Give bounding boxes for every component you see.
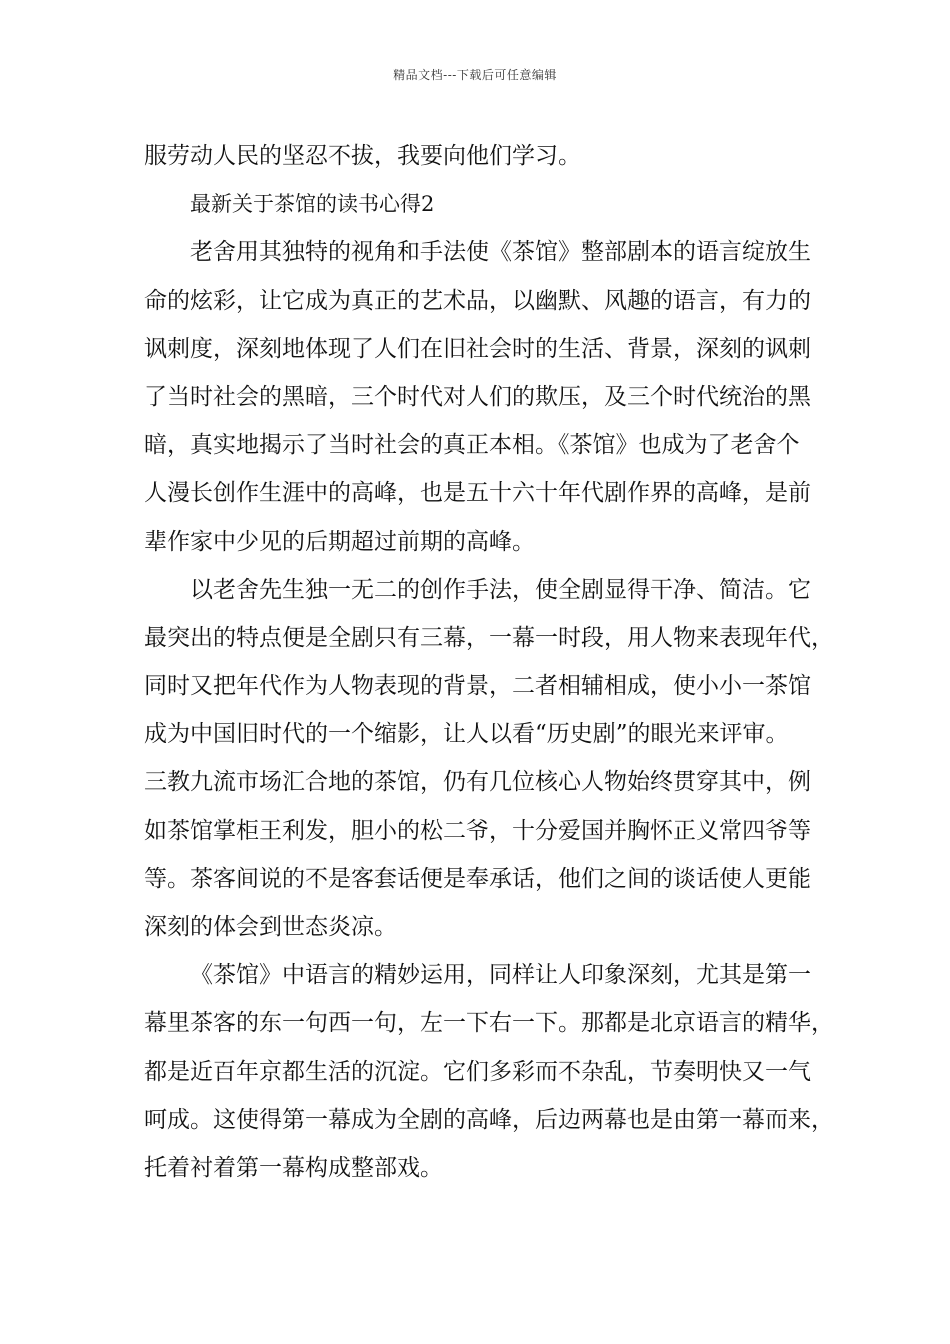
paragraph-line: 呵成。这使得第一幕成为全剧的高峰，后边两幕也是由第一幕而来， — [144, 1106, 834, 1133]
paragraph-line: 暗，真实地揭示了当时社会的真正本相。《茶馆》也成为了老舍个 — [144, 432, 800, 459]
paragraph-line: 了当时社会的黑暗，三个时代对人们的欺压，及三个时代统治的黑 — [144, 383, 811, 410]
paragraph-line: 《茶馆》中语言的精妙运用，同样让人印象深刻，尤其是第一 — [190, 962, 811, 989]
paragraph-line: 辈作家中少见的后期超过前期的高峰。 — [144, 528, 535, 555]
page-header: 精品文档---下载后可任意编辑 — [393, 68, 557, 82]
section-title: 最新关于茶馆的读书心得2 — [190, 192, 435, 217]
paragraph-line: 幕里茶客的东一句西一句，左一下右一下。那都是北京语言的精华， — [144, 1010, 834, 1037]
paragraph-line: 以老舍先生独一无二的创作手法，使全剧显得干净、简洁。它 — [190, 576, 811, 603]
paragraph-line: 最突出的特点便是全剧只有三幕，一幕一时段，用人物来表现年代， — [144, 624, 834, 651]
paragraph-line: 托着衬着第一幕构成整部戏。 — [144, 1154, 443, 1181]
paragraph-line: 同时又把年代作为人物表现的背景，二者相辅相成，使小小一茶馆 — [144, 673, 811, 700]
paragraph-line: 命的炫彩，让它成为真正的艺术品，以幽默、风趣的语言，有力的 — [144, 287, 811, 314]
paragraph-line: 深刻的体会到世态炎凉。 — [144, 914, 397, 940]
paragraph-line: 讽刺度，深刻地体现了人们在旧社会时的生活、背景，深刻的讽刺 — [144, 335, 811, 362]
paragraph-line: 等。茶客间说的不是客套话便是奉承话，他们之间的谈话使人更能 — [144, 865, 811, 892]
document-body — [144, 132, 834, 1192]
paragraph-line: 服劳动人民的坚忍不拔，我要向他们学习。 — [144, 143, 581, 169]
paragraph-line: 三教九流市场汇合地的茶馆，仍有几位核心人物始终贯穿其中，例 — [144, 769, 811, 796]
paragraph-line: 都是近百年京都生活的沉淀。它们多彩而不杂乱，节奏明快又一气 — [144, 1058, 811, 1085]
paragraph-line: 成为中国旧时代的一个缩影，让人以看“历史剧”的眼光来评审。 — [144, 721, 789, 748]
paragraph-line: 如茶馆掌柜王利发，胆小的松二爷，十分爱国并胸怀正义常四爷等 — [144, 817, 811, 844]
paragraph-line: 人漫长创作生涯中的高峰，也是五十六十年代剧作界的高峰，是前 — [144, 480, 811, 507]
paragraph-line: 老舍用其独特的视角和手法使《茶馆》整部剧本的语言绽放生 — [190, 239, 811, 266]
